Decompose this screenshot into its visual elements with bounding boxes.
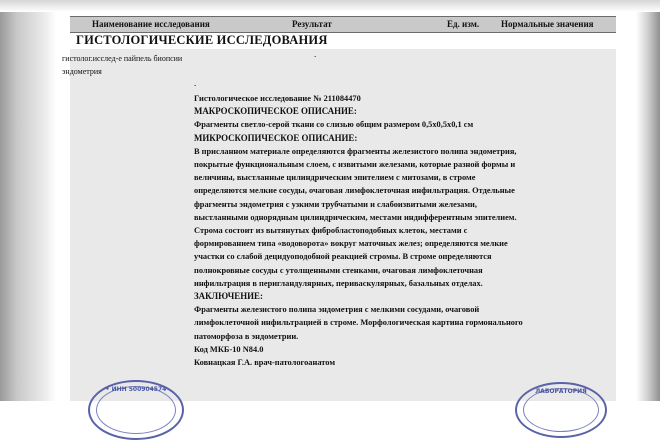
micro-text-line: величины, выстланные цилиндрическим эпителием с митозами, в строме (194, 173, 476, 183)
micro-text-line: Строма состоит из вытянутых фибробластоподобных клеток, местами с (194, 226, 468, 236)
icd-code: Код МКБ-10 N84.0 (194, 344, 264, 354)
micro-text-line: В присланном материале определяются фрагменты железистого полипа эндометрия, (194, 146, 517, 156)
scan-shadow-left (0, 0, 56, 401)
scan-shadow-right (636, 0, 660, 401)
conclusion-text-line: патоморфоза в эндометрии. (194, 331, 299, 341)
micro-text-line: инфильтрация в перигландулярных, периваскулярных, базальных отделах. (194, 278, 483, 288)
micro-text-line: определяются мелкие сосуды, очаговая лимфоклеточная инфильтрация. Отдельные (194, 186, 515, 196)
stamp-right (515, 382, 607, 438)
stamp-left-ring (96, 386, 176, 434)
scan-shadow-top (0, 0, 660, 12)
section-title: ГИСТОЛОГИЧЕСКИЕ ИССЛЕДОВАНИЯ (76, 33, 328, 47)
report-dot-mark: . (194, 78, 197, 88)
test-name-line-1: гистолог.исслед-е пайпель биопсии (62, 54, 183, 63)
macro-text: Фрагменты светло-серой ткани со слизью общим размером 0,5х0,5х0,1 см (194, 120, 474, 130)
header-norms: Нормальные значения (501, 19, 594, 29)
micro-text-line: покрытые функциональным слоем, с извитыми железами, которые разной формы и (194, 160, 516, 170)
micro-text-line: участки со слабой децидуоподобной реакцией стромы. В строме определяются (194, 252, 492, 262)
table-header-row (70, 16, 616, 33)
header-result: Результат (292, 19, 332, 29)
report-number: Гистологическое исследование № 211084470 (194, 94, 361, 103)
stamp-left-text: • ИНН 500904574 (105, 386, 167, 393)
histology-report (194, 92, 614, 369)
macro-heading: МАКРОСКОПИЧЕСКОЕ ОПИСАНИЕ: (194, 106, 357, 117)
conclusion-heading: ЗАКЛЮЧЕНИЕ: (194, 291, 263, 302)
stamp-right-text: ЛАБОРАТОРИЯ (535, 388, 587, 395)
conclusion-text-line: Фрагменты железистого полипа эндометрия с мелкими сосудами, очаговой (194, 305, 480, 315)
micro-text-line: формированием типа «водоворота» вокруг маточных желез; определяются мелкие (194, 239, 508, 249)
micro-text-line: фрагменты эндометрия с узкими трубчатыми и слабоизвитыми железами, (194, 199, 477, 209)
stamp-left (88, 380, 184, 440)
test-name-line-2: эндометрия (62, 67, 102, 76)
result-dot-mark: . (314, 49, 317, 59)
test-name (62, 52, 242, 78)
micro-text-line: выстланными однорядным цилиндрическим, местами индифферентным эпителием. (194, 212, 517, 222)
header-units: Ед. изм. (447, 19, 480, 29)
pathologist-signature: Ковнацкая Г.А. врач-патологоанатом (194, 358, 336, 368)
header-test-name: Наименование исследования (92, 19, 210, 29)
conclusion-text-line: лимфоклеточной инфильтрацией в строме. Морфологическая картина гормонального (194, 318, 523, 328)
micro-heading: МИКРОСКОПИЧЕСКОЕ ОПИСАНИЕ: (194, 132, 358, 143)
micro-text-line: полнокровные сосуды с утолщенными стенками, очаговая лимфоклеточная (194, 265, 483, 275)
lab-report-sheet (62, 16, 616, 401)
